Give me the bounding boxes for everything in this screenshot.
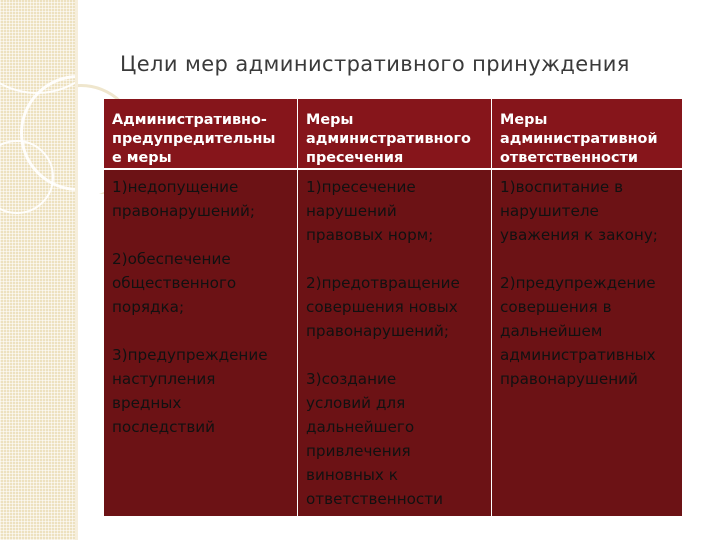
goal-line: 2)предупреждение	[500, 274, 656, 292]
goal-line: привлечения	[306, 442, 411, 460]
goal-line: дальнейшего	[306, 418, 415, 436]
goal-line: последствий	[112, 418, 216, 436]
goals-table	[104, 99, 682, 516]
goal-line: правонарушений;	[306, 322, 450, 340]
body-cell-responsibility	[492, 170, 682, 516]
header-cell-preventive	[104, 99, 298, 170]
goal-item	[500, 271, 678, 391]
goal-item	[306, 271, 487, 343]
goal-line: условий для	[306, 394, 406, 412]
header-line: Административно-	[112, 112, 267, 128]
header-line: ответственности	[500, 150, 638, 166]
goal-line: административных	[500, 346, 656, 364]
goal-item	[306, 175, 487, 247]
goal-line: совершения новых	[306, 298, 458, 316]
goal-line: виновных к	[306, 466, 398, 484]
header-line: Меры	[306, 112, 354, 128]
body-cell-suppression	[298, 170, 492, 516]
header-line: пресечения	[306, 150, 404, 166]
header-line: административной	[500, 131, 658, 147]
goal-line: 1)недопущение	[112, 178, 239, 196]
goal-item	[112, 175, 293, 223]
goal-line: дальнейшем	[500, 322, 603, 340]
goal-item	[306, 367, 487, 511]
header-cell-suppression	[298, 99, 492, 170]
header-line: предупредительны	[112, 131, 276, 147]
body-cell-preventive	[104, 170, 298, 516]
goal-line: правонарушений	[500, 370, 638, 388]
header-line: Меры	[500, 112, 548, 128]
goal-line: ответственности	[306, 490, 443, 508]
goal-line: правонарушений;	[112, 202, 256, 220]
header-line: административного	[306, 131, 471, 147]
goal-line: порядка;	[112, 298, 185, 316]
goal-line: нарушителе	[500, 202, 599, 220]
goal-item	[112, 247, 293, 319]
goal-line: нарушений	[306, 202, 397, 220]
goal-line: 2)обеспечение	[112, 250, 231, 268]
slide-title: Цели мер административного принуждения	[120, 52, 630, 76]
goal-line: вредных	[112, 394, 182, 412]
panel-edge	[75, 0, 78, 540]
goal-line: 1)воспитание в	[500, 178, 624, 196]
goal-line: уважения к закону;	[500, 226, 658, 244]
decorative-side-panel	[0, 0, 78, 540]
goal-item	[112, 343, 293, 439]
goal-line: наступления	[112, 370, 216, 388]
goal-line: 3)предупреждение	[112, 346, 268, 364]
header-line: е меры	[112, 150, 172, 166]
goal-line: 3)создание	[306, 370, 397, 388]
goal-line: правовых норм;	[306, 226, 434, 244]
goal-line: 2)предотвращение	[306, 274, 460, 292]
goal-line: 1)пресечение	[306, 178, 416, 196]
header-cell-responsibility	[492, 99, 682, 170]
goal-item	[500, 175, 678, 247]
goal-line: совершения в	[500, 298, 612, 316]
goal-line: общественного	[112, 274, 237, 292]
